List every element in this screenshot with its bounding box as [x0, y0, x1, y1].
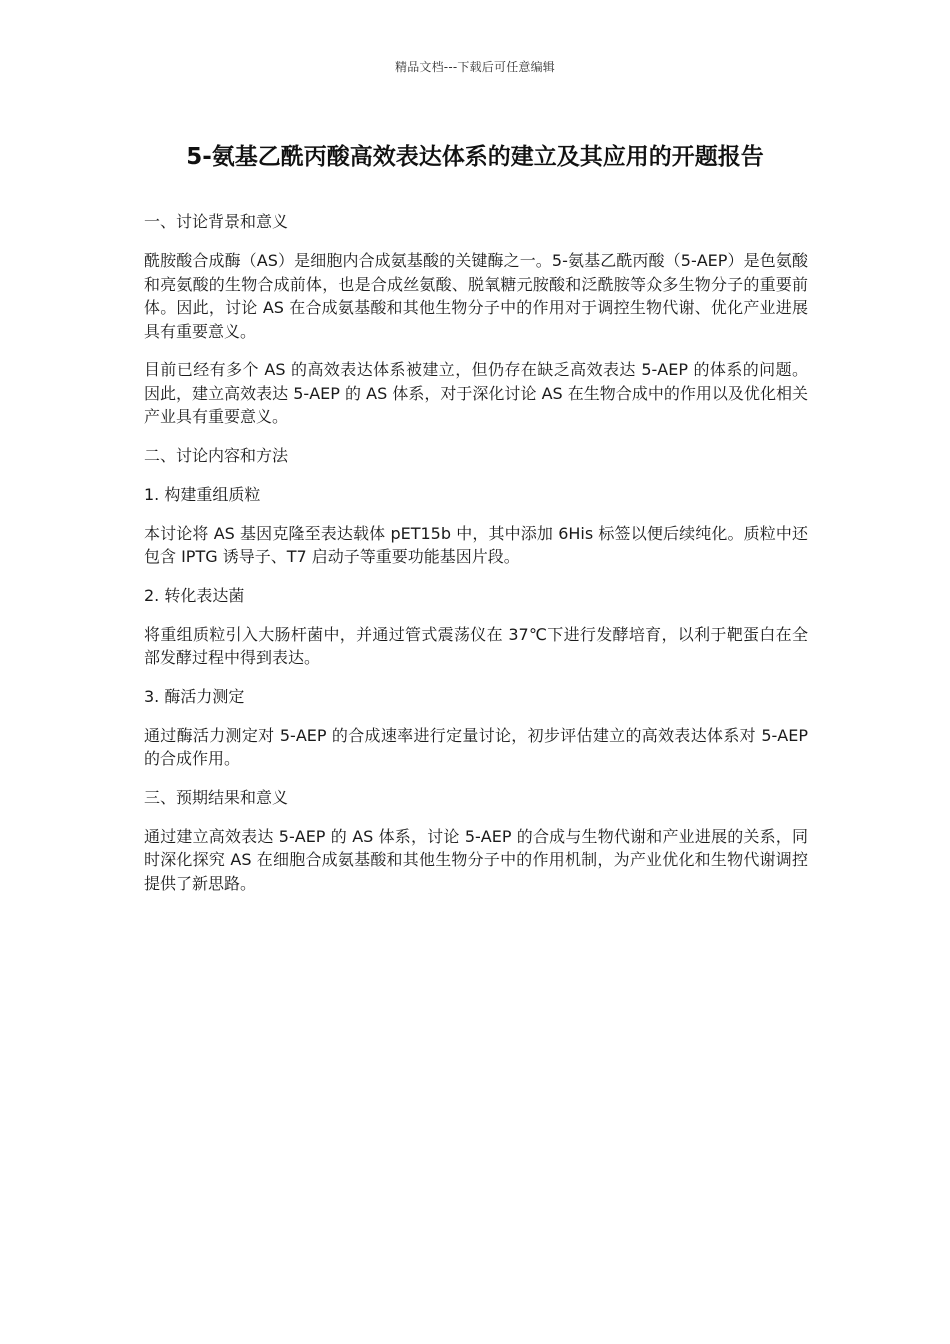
- subsection-transformation: [144, 584, 808, 670]
- header-note: 精品文档---下载后可任意编辑: [395, 60, 555, 74]
- section-content-methods: [144, 444, 808, 468]
- section-background: [144, 210, 808, 429]
- subsection-heading: 2. 转化表达菌: [144, 585, 245, 605]
- paragraph: 酰胺酸合成酶（AS）是细胞内合成氨基酸的关键酶之一。5-氨基乙酰丙酸（5-AEP）是色氨酸和亮氨酸的生物合成前体，也是合成丝氨酸、脱氧糖元胺酸和泛酰胺等众多生物分子的重要前体。因此，讨论 AS 在合成氨基酸和其他生物分子中的作用对于调控生物代谢、优化产业进展具有重要意义。: [144, 251, 808, 341]
- section-expected-results: [144, 786, 808, 896]
- subsection-heading: 1. 构建重组质粒: [144, 484, 261, 504]
- document-body: [144, 210, 808, 910]
- subsection-heading: 3. 酶活力测定: [144, 686, 245, 706]
- section-heading: 一、讨论背景和意义: [144, 212, 289, 231]
- paragraph: 通过建立高效表达 5-AEP 的 AS 体系，讨论 5-AEP 的合成与生物代谢和产业进展的关系，同时深化探究 AS 在细胞合成氨基酸和其他生物分子中的作用机制，为产业优化和生物代谢调控提供了新思路。: [144, 826, 808, 893]
- paragraph: 将重组质粒引入大肠杆菌中，并通过管式震荡仪在 37℃下进行发酵培育，以利于靶蛋白在全部发酵过程中得到表达。: [144, 624, 808, 667]
- section-heading: 三、预期结果和意义: [144, 787, 289, 807]
- paragraph: 目前已经有多个 AS 的高效表达体系被建立，但仍存在缺乏高效表达 5-AEP 的体系的问题。因此，建立高效表达 5-AEP 的 AS 体系，对于深化讨论 AS 在生物合成中的作用以及优化相关产业具有重要意义。: [144, 360, 808, 426]
- paragraph: 通过酶活力测定对 5-AEP 的合成速率进行定量讨论，初步评估建立的高效表达体系对 5-AEP 的合成作用。: [144, 725, 808, 768]
- paragraph: 本讨论将 AS 基因克隆至表达载体 pET15b 中，其中添加 6His 标签以便后续纯化。质粒中还包含 IPTG 诱导子、T7 启动子等重要功能基因片段。: [144, 523, 808, 566]
- document-title: 5-氨基乙酰丙酸高效表达体系的建立及其应用的开题报告: [186, 144, 764, 170]
- subsection-plasmid: [144, 483, 808, 569]
- section-heading: 二、讨论内容和方法: [144, 445, 289, 465]
- subsection-enzyme-assay: [144, 685, 808, 771]
